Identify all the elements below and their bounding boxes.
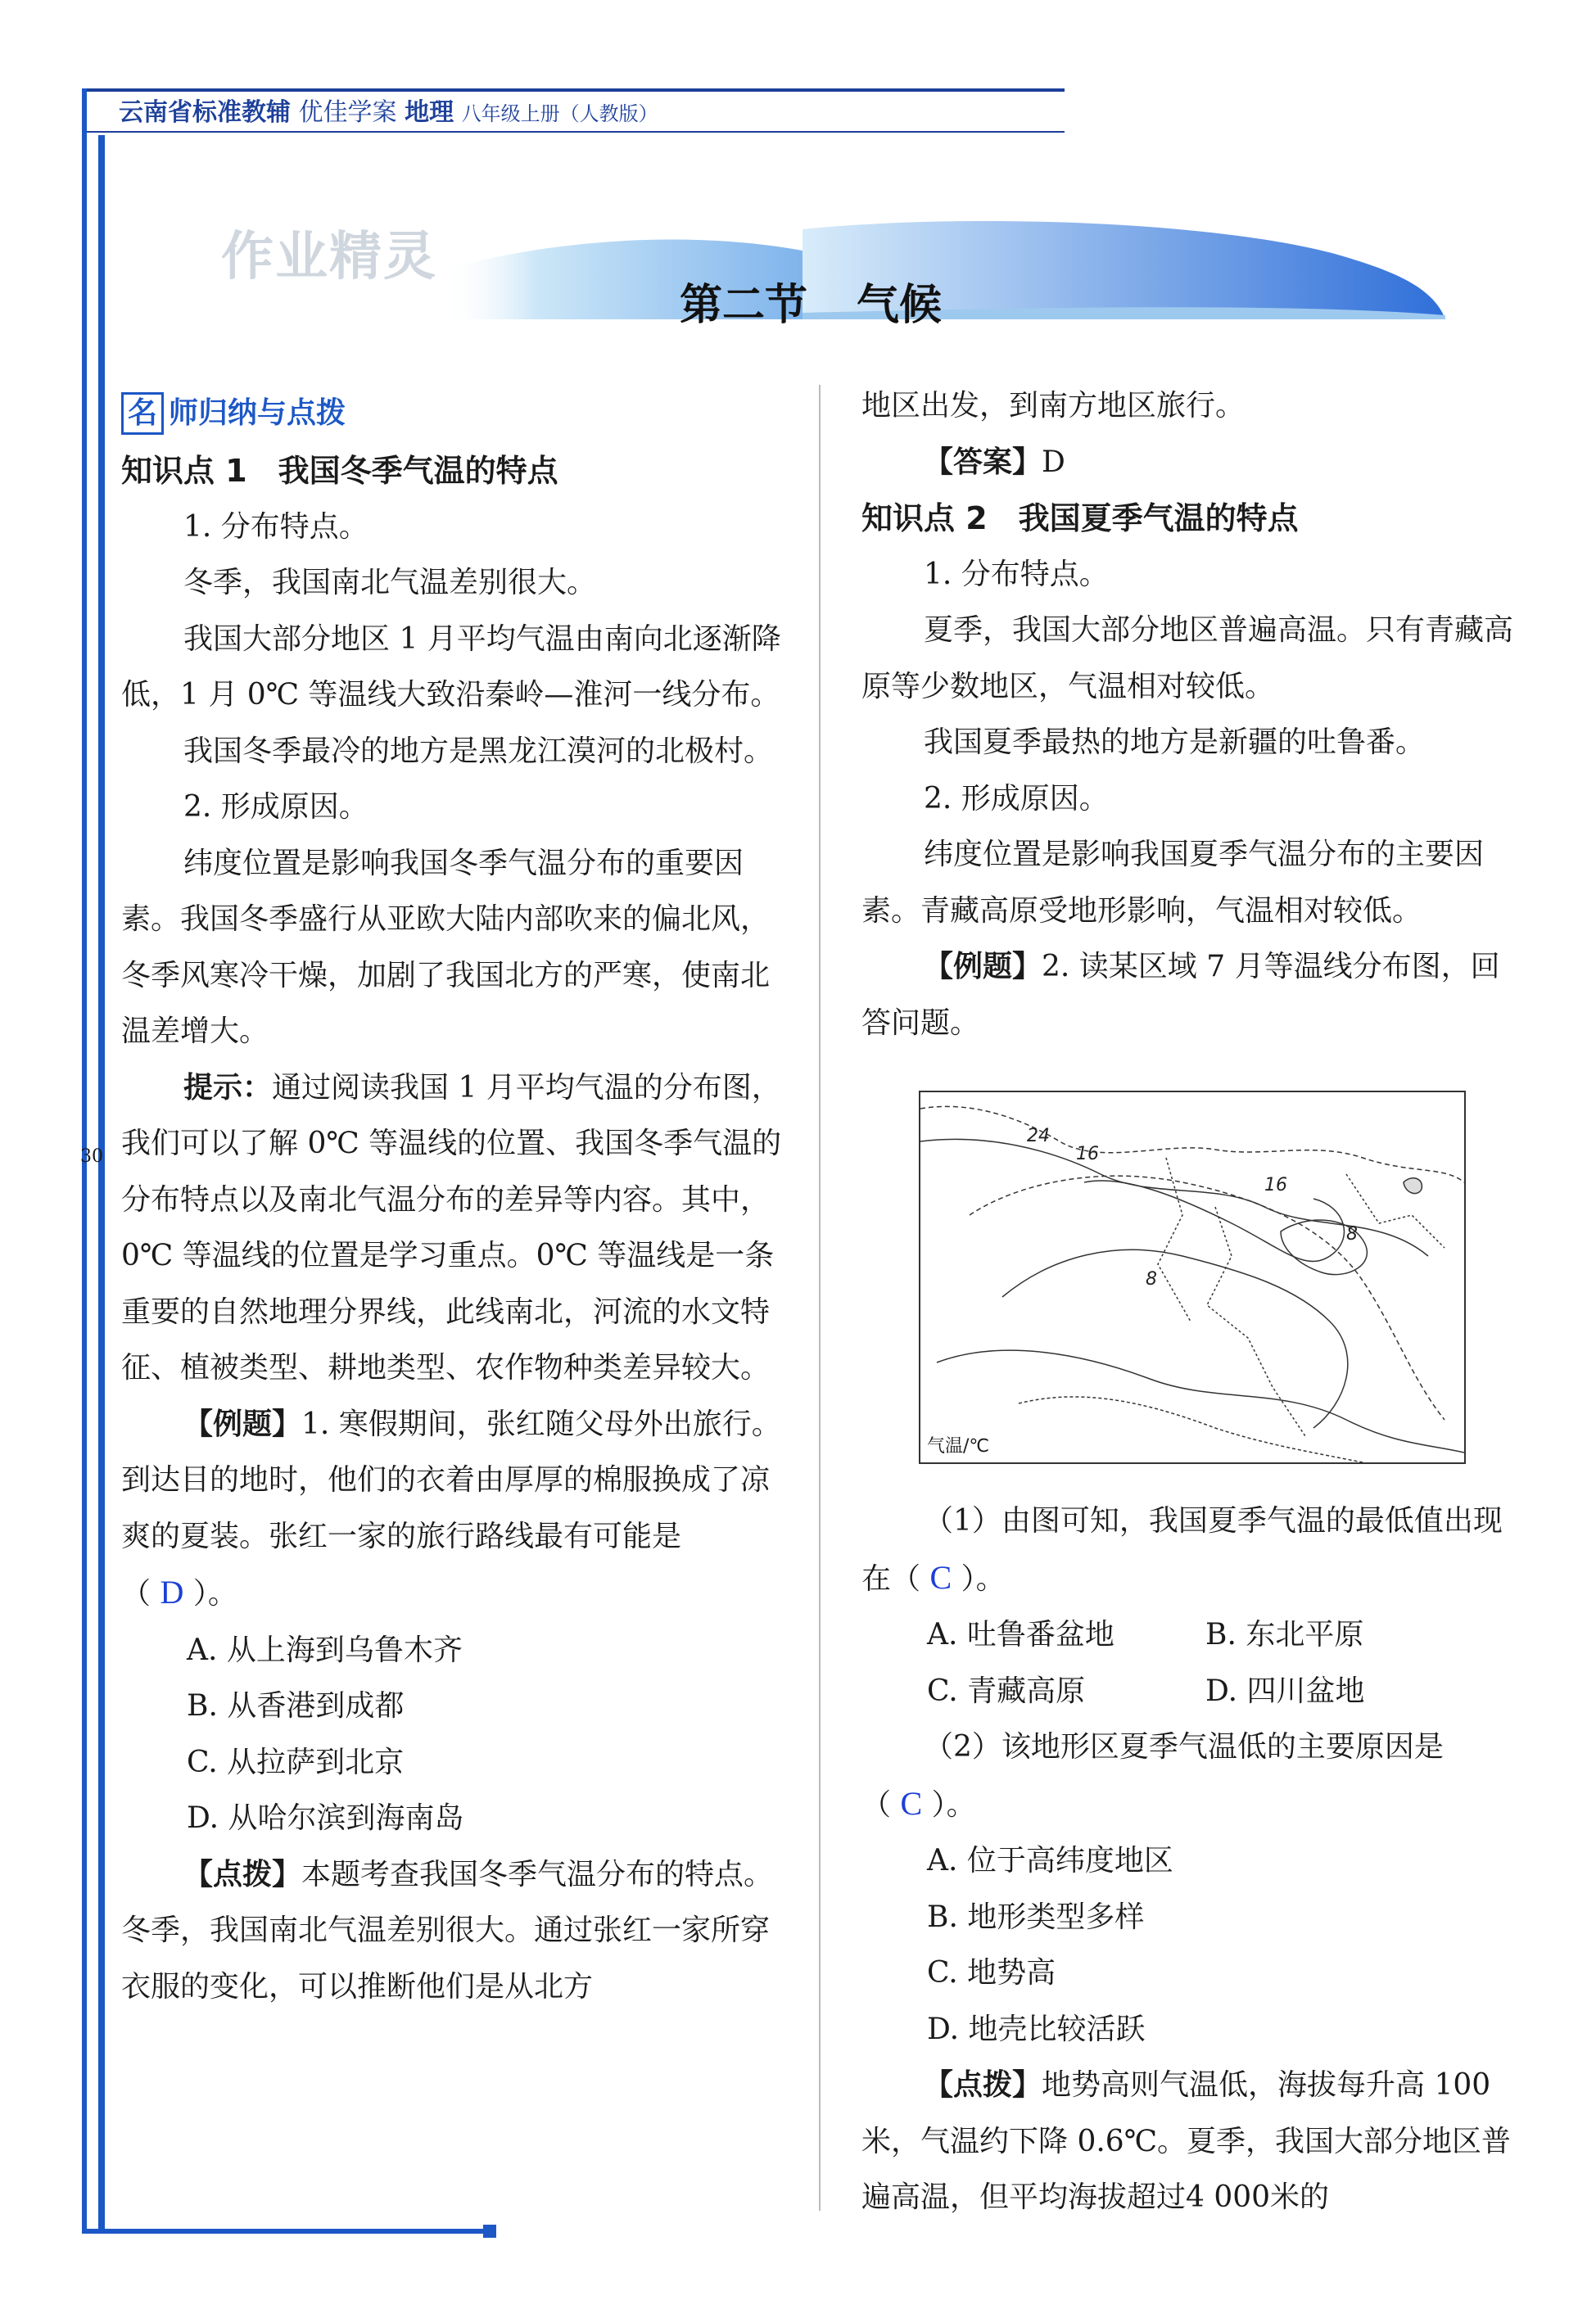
dianbo-2 bbox=[861, 2058, 1526, 2226]
section-tag-box: 名 bbox=[121, 392, 164, 435]
continued-text: 地区出发，到南方地区旅行。 bbox=[861, 389, 1246, 422]
answer-line bbox=[861, 435, 1526, 491]
isotherm-label-16a: 16 bbox=[1076, 1144, 1099, 1164]
isotherm-label-8b: 8 bbox=[1146, 1269, 1157, 1290]
question-2-close: ）。 bbox=[931, 1787, 976, 1822]
question-2-text: （2）该地形区夏季气温低的主要原因是（ bbox=[861, 1730, 1444, 1822]
option-c: C. 从拉萨到北京 bbox=[187, 1745, 405, 1779]
q1-option-a: A. 吐鲁番盆地 bbox=[927, 1618, 1114, 1652]
q1-options-row bbox=[861, 1607, 1526, 1664]
tip-paragraph bbox=[121, 1060, 784, 1397]
question-1-text: （1）由图可知，我国夏季气温的最低值出现在（ bbox=[861, 1504, 1503, 1596]
kp1-para: 冬季，我国南北气温差别很大。 bbox=[183, 566, 597, 599]
watermark-logo: 作业精灵 bbox=[221, 227, 437, 287]
isotherm-map bbox=[919, 1091, 1466, 1464]
example-2-text: 2. 读某区域 7 月等温线分布图，回答问题。 bbox=[861, 950, 1500, 1040]
tip-text: 通过阅读我国 1 月平均气温的分布图，我们可以了解 0℃ 等温线的位置、我国冬季气温的分布特点以及南北气温分布的差异等内容。其中，0℃ 等温线的位置是学习重点。0℃ 等温线是一条重要的自然地理分界线，此线南北，河流的水文特征、植被类型、耕地类型、农作物种类差异较大。 bbox=[121, 1070, 782, 1385]
q1-option-d: D. 四川盆地 bbox=[1205, 1674, 1365, 1708]
column-divider bbox=[819, 385, 821, 2211]
dianbo-2-label: 【点拨】 bbox=[924, 2068, 1042, 2102]
isotherm-map-drawing bbox=[920, 1092, 1464, 1462]
kp1-para: 纬度位置是影响我国冬季气温分布的重要因素。我国冬季盛行从亚欧大陆内部吹来的偏北风，冬季风寒冷干燥，加剧了我国北方的严寒，使南北温差增大。 bbox=[121, 846, 771, 1048]
kp2-para: 我国夏季最热的地方是新疆的吐鲁番。 bbox=[924, 725, 1426, 759]
q2-option-a: A. 位于高纬度地区 bbox=[927, 1844, 1173, 1878]
q1-option-c: C. 青藏高原 bbox=[927, 1674, 1086, 1708]
dianbo-2-text: 地势高则气温低，海拔每升高 100 米，气温约下降 0.6℃。夏季，我国大部分地区普遍高温，但平均海拔超过4 000米的 bbox=[861, 2068, 1511, 2214]
option-d: D. 从哈尔滨到海南岛 bbox=[187, 1801, 464, 1835]
kp1-para: 我国大部分地区 1 月平均气温由南向北逐渐降低，1 月 0℃ 等温线大致沿秦岭—淮河一线分布。 bbox=[121, 621, 781, 712]
left-margin-bar-inner bbox=[98, 135, 105, 2231]
map-caption: 气温/℃ bbox=[927, 1436, 990, 1457]
section-title bbox=[680, 270, 942, 332]
bottom-rule bbox=[82, 2229, 491, 2234]
section-label: 第二节 bbox=[680, 281, 808, 330]
kp1-para: 2. 形成原因。 bbox=[183, 790, 368, 824]
example-1-close: ）。 bbox=[192, 1577, 237, 1611]
example-1-label: 【例题】 bbox=[183, 1407, 302, 1441]
example-1-answer: D bbox=[160, 1574, 184, 1611]
option-b: B. 从香港到成都 bbox=[187, 1689, 405, 1723]
example-2 bbox=[861, 939, 1526, 1051]
example-1-text: 1. 寒假期间，张红随父母外出旅行。到达目的地时，他们的衣着由厚厚的棉服换成了凉爽的夏装。张红一家的旅行路线最有可能是（ bbox=[121, 1407, 781, 1611]
kp2-para: 夏季，我国大部分地区普遍高温。只有青藏高原等少数地区，气温相对较低。 bbox=[861, 613, 1514, 703]
section-name: 气候 bbox=[857, 281, 943, 330]
knowledge-point-2-title: 知识点 2 我国夏季气温的特点 bbox=[861, 500, 1299, 536]
left-column bbox=[121, 381, 784, 2015]
example-2-label: 【例题】 bbox=[924, 950, 1042, 983]
isotherm-label-8a: 8 bbox=[1346, 1224, 1358, 1245]
header-series: 优佳学案 bbox=[298, 98, 397, 127]
question-2 bbox=[861, 1719, 1526, 1833]
header-rule-bottom bbox=[82, 131, 1065, 133]
kp2-para: 1. 分布特点。 bbox=[924, 557, 1109, 591]
answer-label: 【答案】 bbox=[924, 445, 1042, 479]
kp2-para: 纬度位置是影响我国夏季气温分布的主要因素。青藏高原受地形影响，气温相对较低。 bbox=[861, 838, 1485, 928]
header-grade: 八年级上册（人教版） bbox=[461, 102, 658, 125]
page-number: 30 bbox=[80, 1146, 103, 1167]
header-subject: 地理 bbox=[405, 98, 454, 127]
q2-option-c: C. 地势高 bbox=[927, 1956, 1056, 1990]
running-header bbox=[119, 92, 658, 128]
question-2-answer: C bbox=[900, 1784, 923, 1822]
isotherm-label-24: 24 bbox=[1027, 1126, 1050, 1146]
section-tag bbox=[121, 381, 784, 446]
kp1-para: 1. 分布特点。 bbox=[183, 509, 368, 544]
tip-label: 提示： bbox=[183, 1070, 273, 1105]
header-brand: 云南省标准教辅 bbox=[119, 98, 291, 127]
question-1-answer: C bbox=[929, 1558, 952, 1596]
q1-options-row bbox=[861, 1664, 1526, 1720]
answer-value: D bbox=[1042, 445, 1065, 479]
example-1 bbox=[121, 1397, 784, 1623]
dianbo-1-text: 本题考查我国冬季气温分布的特点。冬季，我国南北气温差别很大。通过张红一家所穿衣服的变化，可以推断他们是从北方 bbox=[121, 1857, 774, 2004]
bottom-rule-square bbox=[483, 2225, 496, 2238]
knowledge-point-1-title: 知识点 1 我国冬季气温的特点 bbox=[121, 453, 558, 489]
isotherm-label-16b: 16 bbox=[1264, 1175, 1287, 1195]
q2-option-b: B. 地形类型多样 bbox=[927, 1900, 1145, 1934]
kp2-para: 2. 形成原因。 bbox=[924, 781, 1109, 816]
option-a: A. 从上海到乌鲁木齐 bbox=[187, 1633, 463, 1667]
kp1-para: 我国冬季最冷的地方是黑龙江漠河的北极村。 bbox=[183, 734, 774, 768]
dianbo-1-label: 【点拨】 bbox=[183, 1857, 302, 1891]
dianbo-1 bbox=[121, 1847, 784, 2016]
q2-option-d: D. 地壳比较活跃 bbox=[927, 2012, 1146, 2046]
section-tag-text: 师归纳与点拨 bbox=[169, 395, 346, 430]
question-1 bbox=[861, 1493, 1526, 1607]
q1-option-b: B. 东北平原 bbox=[1205, 1618, 1364, 1652]
question-1-close: ）。 bbox=[961, 1561, 1006, 1596]
